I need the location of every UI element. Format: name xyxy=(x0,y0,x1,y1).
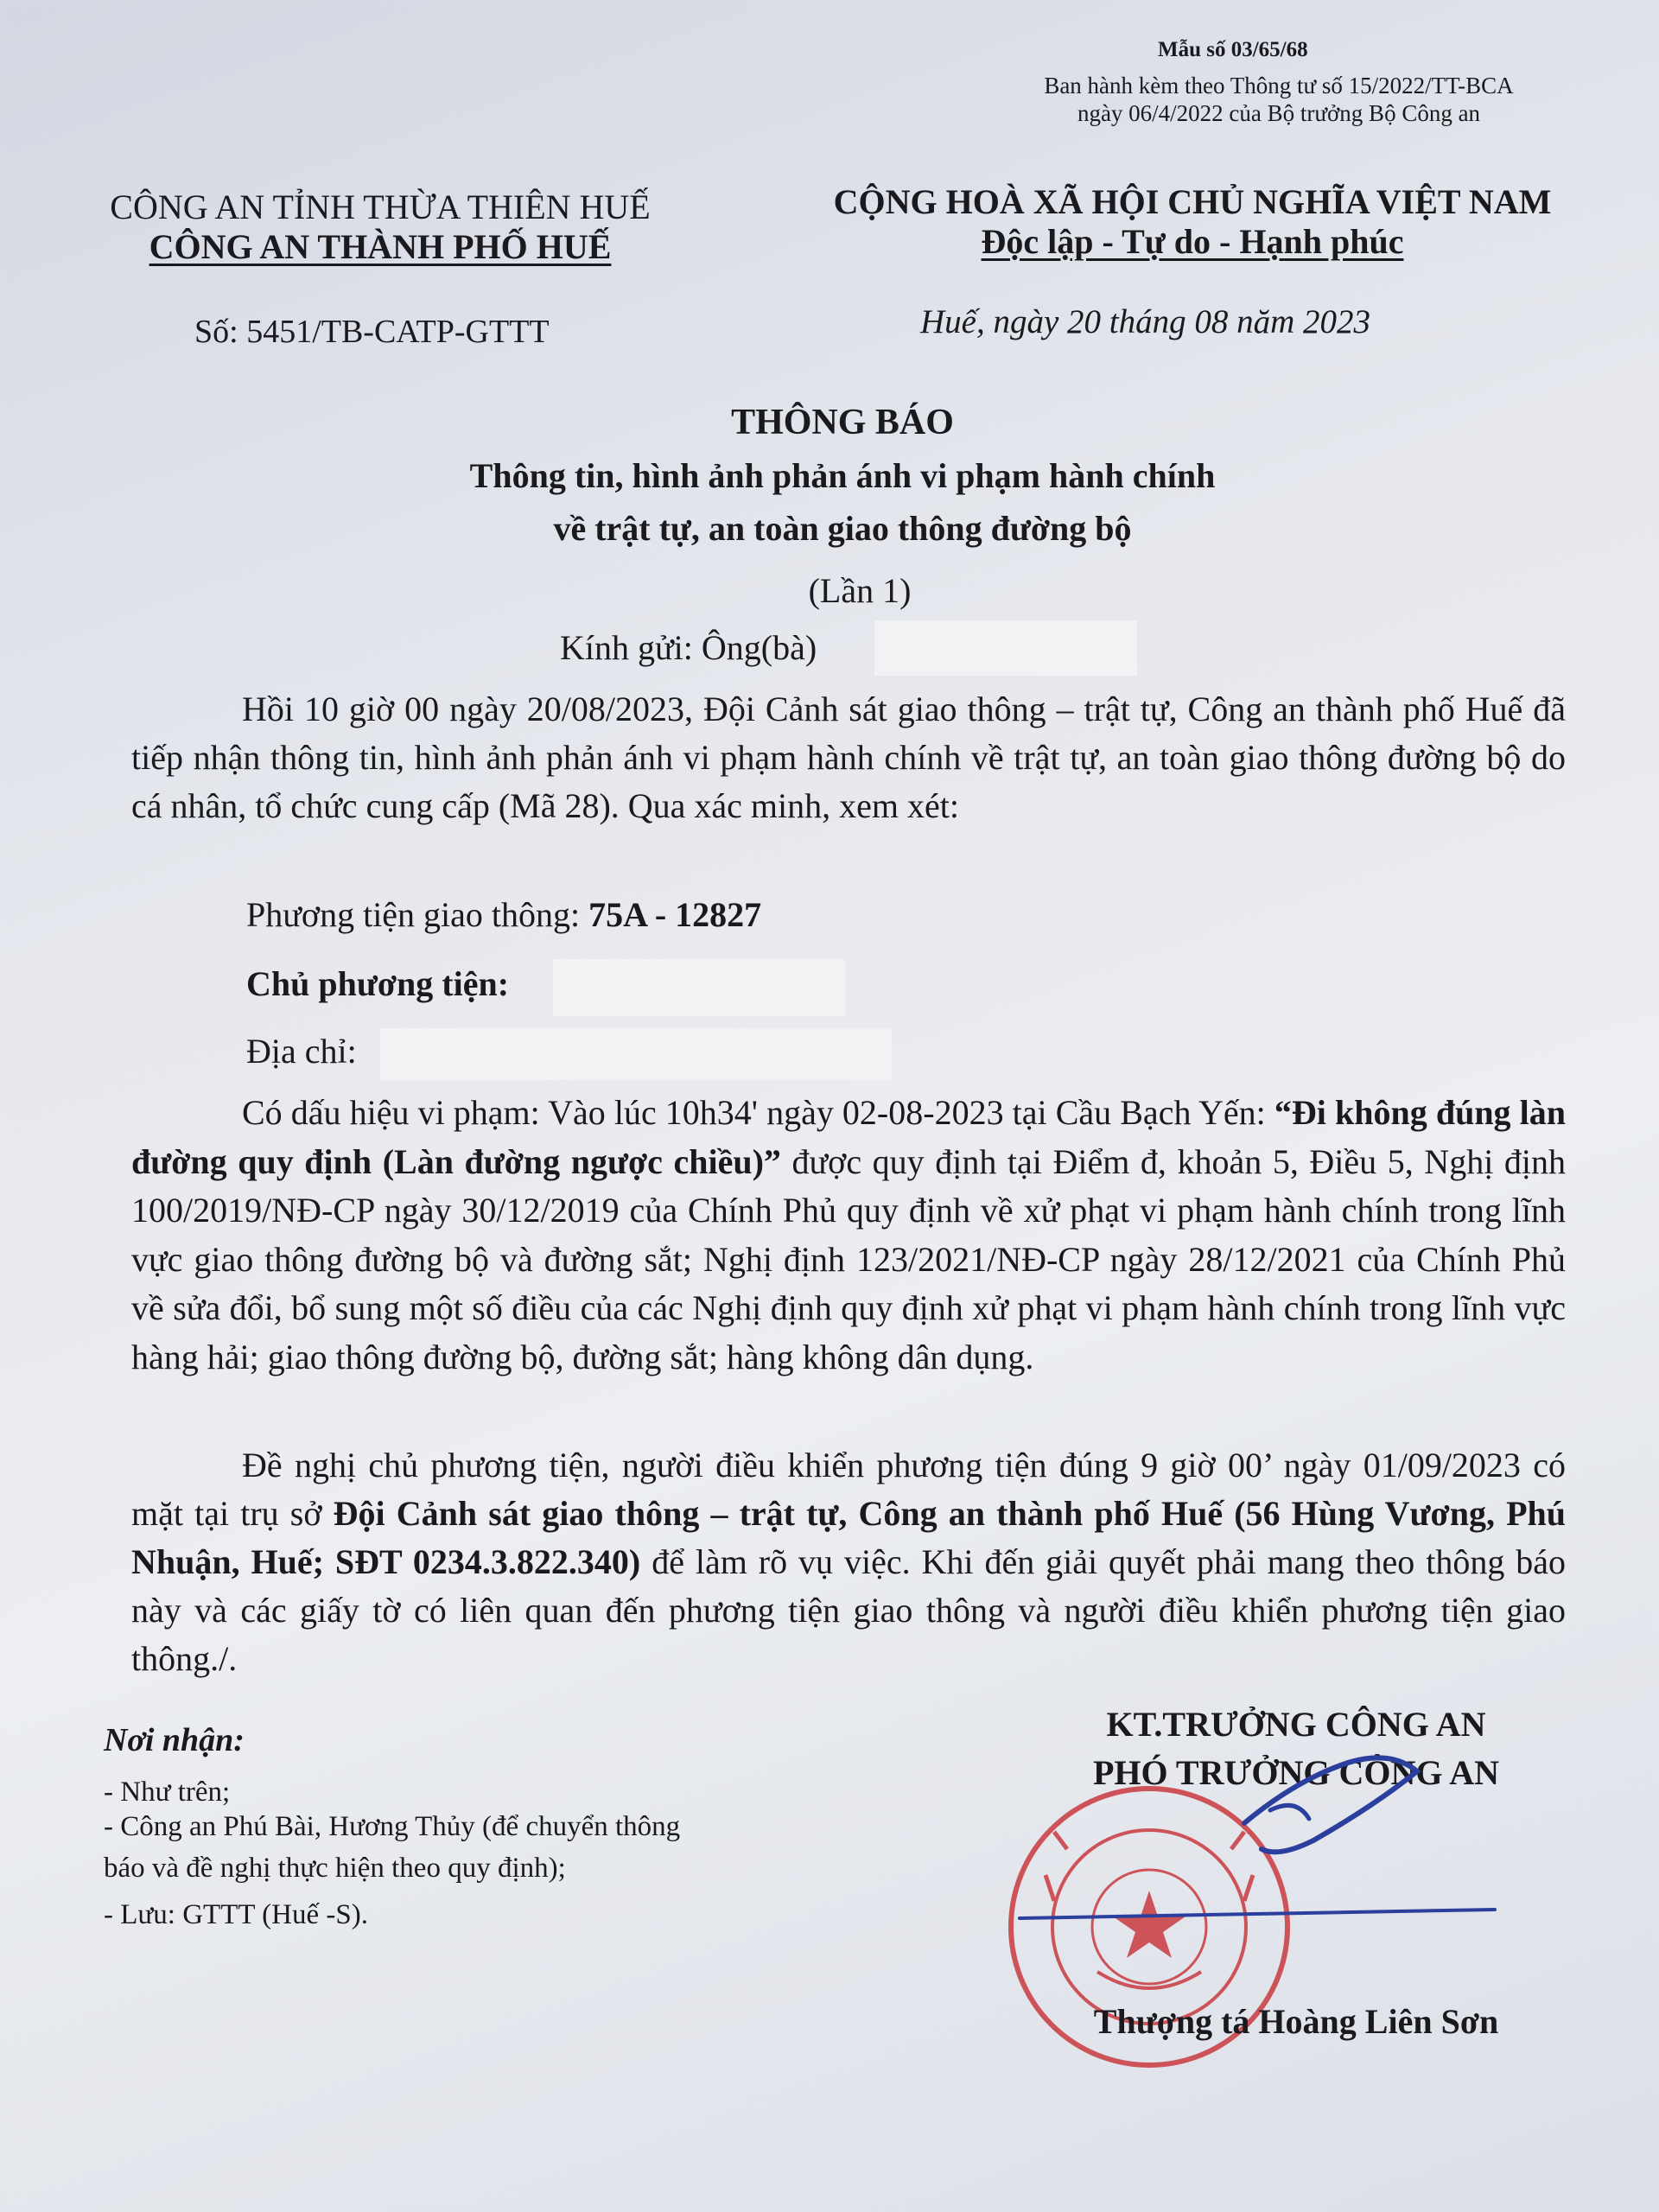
redacted-owner xyxy=(553,959,845,1016)
intro-paragraph: Hồi 10 giờ 00 ngày 20/08/2023, Đội Cảnh sát giao thông – trật tự, Công an thành phố Huế đã tiếp nhận thông tin, hình ảnh phản ánh vi phạm hành chính về trật tự, an toàn giao thông đường bộ do cá nhân, tổ chức cung cấp (Mã 28). Qua xác minh, xem xét: xyxy=(131,690,1566,825)
place-date: Huế, ngày 20 tháng 08 năm 2023 xyxy=(920,303,1371,340)
vehicle-line xyxy=(246,894,761,935)
signature-title-2: PHÓ TRƯỞNG CÔNG AN xyxy=(1092,1753,1500,1792)
recipient-item: - Công an Phú Bài, Hương Thủy (để chuyển thông xyxy=(104,1811,681,1842)
violation-quote: “Đi không đúng làn đường quy định (Làn đường ngược chiều)” xyxy=(131,1093,1567,1181)
vehicle-plate: 75A - 12827 xyxy=(588,895,762,934)
vehicle-label: Phương tiện giao thông: xyxy=(246,895,581,934)
recipient-item: báo và đề nghị thực hiện theo quy định); xyxy=(104,1853,566,1884)
notice-round: (Lần 1) xyxy=(808,571,912,610)
address-label: Địa chỉ: xyxy=(246,1032,357,1071)
nation-name: CỘNG HOÀ XÃ HỘI CHỦ NGHĨA VIỆT NAM xyxy=(833,182,1552,221)
request-text-1: Đề nghị chủ phương tiện, người điều khiển phương tiện đúng 9 giờ 00’ ngày 01/09/2023 có mặt tại trụ sở xyxy=(131,1446,1566,1533)
motto: Độc lập - Tự do - Hạnh phúc xyxy=(981,222,1404,261)
recipients-title: Nơi nhận: xyxy=(104,1722,245,1758)
form-issued-line-1: Ban hành kèm theo Thông tư số 15/2022/TT-BCA xyxy=(1044,73,1514,99)
violation-intro: Có dấu hiệu vi phạm: Vào lúc 10h34' ngày 02-08-2023 tại Cầu Bạch Yến: xyxy=(242,1093,1266,1132)
agency-name: CÔNG AN THÀNH PHỐ HUẾ xyxy=(149,227,612,266)
violation-legal-basis: được quy định tại Điểm đ, khoản 5, Điều 5, Nghị định 100/2019/NĐ-CP ngày 30/12/2019 của Chính Phủ quy định về xử phạt vi phạm hành chính trong lĩnh vực giao thông đường bộ và đường sắt; Nghị định 123/2021/NĐ-CP ngày 28/12/2021 của Chính Phủ về sửa đổi, bổ sung một số điều của các Nghị định quy định xử phạt vi phạm hành chính trong lĩnh vực hàng hải; giao thông đường bộ, đường sắt; hàng không dân dụng. xyxy=(131,1141,1566,1376)
document-number: Số: 5451/TB-CATP-GTTT xyxy=(194,314,550,350)
form-issued-line-2: ngày 06/4/2022 của Bộ trưởng Bộ Công an xyxy=(1077,100,1481,126)
request-office: Đội Cảnh sát giao thông – trật tự, Công an thành phố Huế (56 Hùng Vương, Phú Nhuận, Huế; SĐT 0234.3.822.340) xyxy=(131,1494,1566,1581)
form-number: Mẫu số 03/65/68 xyxy=(1158,38,1308,61)
owner-label: Chủ phương tiện: xyxy=(246,964,510,1003)
signature-title-1: KT.TRƯỞNG CÔNG AN xyxy=(1106,1705,1486,1744)
request-paragraph xyxy=(131,1441,1566,1683)
greeting: Kính gửi: Ông(bà) xyxy=(560,628,817,667)
redacted-address xyxy=(380,1028,892,1080)
document-subtitle-1: Thông tin, hình ảnh phản ánh vi phạm hành chính xyxy=(469,456,1216,495)
signer-name: Thượng tá Hoàng Liên Sơn xyxy=(1093,2002,1499,2041)
redacted-recipient-name xyxy=(874,620,1137,676)
recipient-item: - Như trên; xyxy=(104,1777,231,1808)
request-text-2: để làm rõ vụ việc. Khi đến giải quyết phải mang theo thông báo này và các giấy tờ có liên quan đến phương tiện giao thông và người điều khiển phương tiện giao thông./. xyxy=(131,1542,1567,1678)
agency-parent: CÔNG AN TỈNH THỪA THIÊN HUẾ xyxy=(110,188,651,226)
violation-paragraph xyxy=(131,1089,1566,1382)
recipient-item: - Lưu: GTTT (Huế -S). xyxy=(104,1899,368,1930)
document-title: THÔNG BÁO xyxy=(731,403,954,442)
document-subtitle-2: về trật tự, an toàn giao thông đường bộ xyxy=(553,509,1132,548)
